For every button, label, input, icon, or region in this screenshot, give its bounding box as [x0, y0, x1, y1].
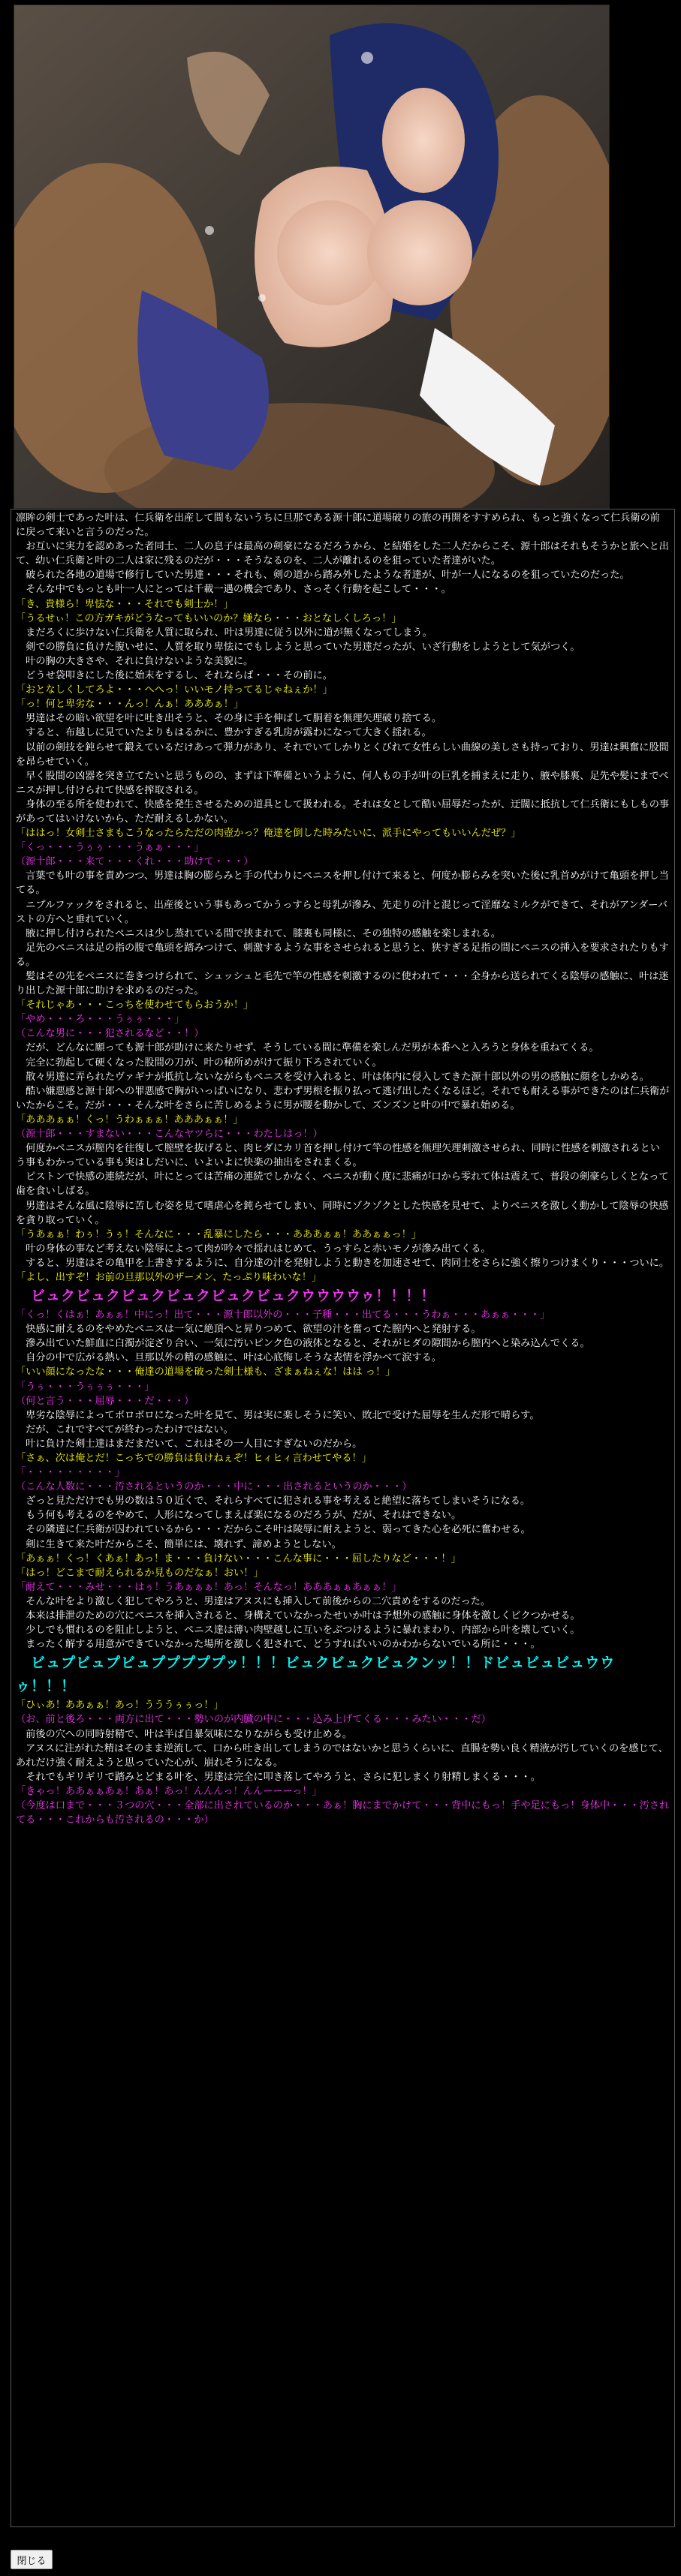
story-line: 何度かペニスが膣内を往復して膣壁を抜げると、肉ヒダにカリ首を押し付けて竿の性感を無理矢理刺激させられ、同時に性感を刺激されるという事もわかっている事も実はしだいに、いよいよに快楽の抽出をされまくる。 [16, 1143, 660, 1169]
illustration-graphic [14, 5, 609, 508]
story-line: （源十郎・・・来て・・・くれ・・・助けて・・・） [16, 856, 254, 868]
story-line: 「いい顔になったな・・・俺達の道場を破った剣士様も、ざまぁねぇな！はは っ！」 [16, 1366, 396, 1378]
story-line: 滲み出ていた鮮血に白濁が淀ざり合い、一気に汚いピンク色の液体となると、それがヒダの隙間から膣内へと染み込んでくる。 [16, 1338, 590, 1350]
story-line: 完全に勃起して硬くなった股間の刀が、叶の秘所めがけて振り下ろされていく。 [16, 1057, 382, 1069]
story-line: 身体の至る所を使われて、快感を発生させるための道具として扱われる。それは女として酷い屈辱だったが、迂闊に抵抗して仁兵衛にもしもの事があってはいけないから、ただ耐えるしかない。 [16, 798, 670, 825]
story-line: すると、男達はその亀甲を上書きするように、自分達の汁を発射しようと動きを加速させて、肉同士をさらに強く擦りつけまくり・・・ついに。 [16, 1257, 670, 1269]
story-line: 腋に押し付けられたペニスは少し蒸れている間で挟まれて、膝裏も同様に、その独特の感触を楽しまれる。 [16, 927, 501, 939]
story-line: だが、どんなに願っても源十郎が助けに来たりせず、そうしている間に準備を楽しんだ男が本番へと入ろうと身体を重ねてくる。 [16, 1042, 599, 1054]
story-line: 「やめ・・・ろ・・・うぅぅ・・・」 [16, 1014, 185, 1026]
story-line: 「はっ！どこまで耐えられるか見ものだなぁ！おい！」 [16, 1567, 264, 1579]
story-line: だが、これですべてが終わったわけではない。 [16, 1423, 234, 1435]
story-line: （お、前と後ろ・・・両方に出て・・・勢いのが内臓の中に・・・込み上げてくる・・・みたい・・・だ） [16, 1714, 491, 1726]
story-line: 「っ！何と卑劣な・・・んっ！んぁ！あああぁ！」 [16, 699, 244, 711]
story-line: 剣に生きて来た叶だからこそ、簡単には、壊れず、諦めようとしない。 [16, 1538, 342, 1550]
story-line: 快感に耐えるのをやめたペニスは一気に絶頂へと昇りつめて、欲望の汁を奮ってた膣内へと発射する。 [16, 1324, 481, 1336]
story-line: 本来は排泄のための穴にペニスを挿入されると、身構えていなかったせいか叶は予想外の感触に身体を激しくビクつかせる。 [16, 1610, 580, 1622]
story-line: ざっと見ただけでも男の数は５０近くで、それらすべてに犯される事を考えると絶望に落ちてしまいそうになる。 [16, 1495, 531, 1507]
story-line: どうせ袋叩きにした後に始末をするし、それならば・・・その前に。 [16, 670, 333, 682]
story-line: 言葉でも叶の事を責めつつ、男達は胸の膨らみと手の代わりにペニスを押し付けて来ると、何度か膨らみを突いた後に乳首めがけて亀頭を押し当てる。 [16, 870, 669, 897]
story-line: その隣達に仁兵衛が囚われているから・・・だからこそ叶は陵辱に耐えようと、弱ってきた心を必死に奮わせる。 [16, 1524, 531, 1536]
story-line: 少しでも慣れるのを阻止しようと、ペニス達は薄い肉壁越しに互いをぶつけるように暴れまわり、内部から叶を壊していく。 [16, 1625, 580, 1637]
story-line: 剣での勝負に負けた腹いせに、人質を取り卑怯にでもしようと思っていた男達だったが、いざ行動をしようとして気がつく。 [16, 641, 580, 653]
story-line: 男達はそんな風に陰辱に苦しむ姿を見て嗜虐心を鈍らせてしまい、同時にゾクゾクとした快感を見せて、よりペニスを激しく動かして陰辱の快感を貪り取っていく。 [16, 1200, 669, 1226]
story-line: 叶の身体の事など考えない陰辱によって肉が吟々で揺れはじめて、うっすらと赤いモノが滲み出てくる。 [16, 1243, 491, 1255]
story-line: 「くっ・・・うぅぅ・・・うぁぁ・・・」 [16, 842, 204, 854]
story-line: 髪はその先をペニスに巻きつけられて、シュッシュと毛先で竿の性感を刺激するのに使われて・・・全身から送られてくる陰辱の感触に、叶は迷り出した源十郎に助けを求めるのだった。 [16, 971, 669, 997]
story-line: 「き、貴様ら！卑怯な・・・それでも剣士か！」 [16, 598, 234, 610]
story-line: 凛眸の剣士であった叶は、仁兵衛を出産して間もないうちに旦那である源十郎に道場破りの旅の再開をすすめられ、もっと強くなって仁兵衛の前に戻って来いと言うのだった。 [16, 512, 660, 539]
story-line: 「ひぃあ！ああぁぁ！あっ！うううぅぅっ！」 [16, 1700, 224, 1712]
story-line: 「よし、出すぞ！お前の旦那以外のザーメン、たっぷり味わいな！」 [16, 1271, 322, 1283]
story-line: 酷い嫌悪感と源十郎への罪悪感で胸がいっぱいになり、悲わず男根を振り払って逃げ出したくなるほど。それでも耐える事ができたのは仁兵衛がいたからこそ。だが・・・そんな叶をさらに苦しめるように男が腰を動かして、ズンズンと叶の中で暴れ始める。 [16, 1085, 670, 1111]
story-line: それでもギリギリで踏みとどまる叶を、男達は完全に叩き落してやろうと、さらに犯しまくり射精しまくる・・・。 [16, 1771, 541, 1783]
story-line: （こんな人数に・・・汚されるというのか・・・中に・・・出されるというのか・・・） [16, 1481, 412, 1493]
story-line: 「耐えて・・・みせ・・・はぅ！うあぁぁぁ！あっ！そんなっ！あああぁぁあぁぁ！」 [16, 1581, 402, 1593]
story-line: アヌスに注がれた精はそのまま逆流して、口から吐き出してしまうのではないかと思うくらいに、直腸を勢い良く精液が汚していくのを感じて、あれだけ強く耐えようと思っていた心が、崩れそうになる。 [16, 1742, 668, 1769]
story-line: まだろくに歩けない仁兵衛を人質に取られ、叶は男達に従う以外に道が無くなってしまう。 [16, 627, 432, 639]
story-line: 「くっ！くはぁ！あぁぁ！中にっ！出て・・・源十郎以外の・・・子種・・・出てる・・・うわぁ・・・あぁぁ・・・」 [16, 1309, 550, 1321]
story-line: 「さぁ、次は俺とだ！こっちでの勝負は負けねぇぞ！ヒィヒィ言わせてやる！」 [16, 1453, 372, 1464]
story-line: 「ははっ！女剣士さまもこうなったらただの肉壺かっ？俺達を倒した時みたいに、派手にやってもいいんだぜ？」 [16, 828, 521, 840]
story-line: ビュプビュプビュプププププッ！！！ビュクビュクビュクンッ！！ドビュビュビュウウゥ！！！ [16, 1655, 616, 1695]
story-line: 「うるせぃ！この方ガキがどうなってもいいのか？嫌なら・・・おとなしくしろっ！」 [16, 612, 402, 624]
story-line: 叶に負けた剣士達はまだまだいて、これはその一人目にすぎないのだから。 [16, 1438, 363, 1450]
story-line: すると、布越しに見ていたよりもはるかに、豊かすぎる乳房が露わになって大きく揺れる。 [16, 727, 432, 739]
story-line: 「おとなしくしてろよ・・・へへっ！いいモノ持ってるじゃねぇか！」 [16, 684, 333, 696]
story-text-panel [11, 509, 675, 2527]
story-line: 「・・・・・・・・・」 [16, 1467, 125, 1479]
story-line: 前後の穴への同時射精で、叶は半ば自暴気味になりながらも受け止める。 [16, 1728, 353, 1740]
story-line: 自分の中で広がる熱い、旦那以外の精の感触に、叶は心底悔しそうな表情を浮かべて涙する。 [16, 1352, 442, 1364]
story-line: そんな叶をより激しく犯してやろうと、男達はアヌスにも挿入して前後からの二穴責めをするのだった。 [16, 1595, 491, 1607]
story-line: 「あああぁぁ！くっ！うわぁぁぁ！あああぁぁ！」 [16, 1114, 243, 1126]
story-line: 男達はその暗い欲望を叶に吐き出そうと、その身に手を伸ばして胴着を無理矢理破り捨てる。 [16, 713, 442, 725]
story-line: もう何も考えるのをやめて、人形になってしまえば楽になるのだろうが、だが、それはできない。 [16, 1510, 462, 1522]
story-line: 「うぅ・・・うぅぅぅ・・・」 [16, 1381, 155, 1393]
story-line: ピストンで快感の連続だが、叶にとっては苦痛の連続でしかなく、ペニスが動く度に悲痛が口から零れて体は震えて、普段の剣豪らしくとなって歯を食いしばる。 [16, 1171, 669, 1198]
story-line: まったく解する用意ができていなかった場所を激しく犯されて、どうすればいいのかわからないでいる所に・・・。 [16, 1639, 541, 1651]
story-line: ニプルファックをされると、出産後という事もあってかうっすらと母乳が滲み、先走りの汁と混じって淫靡なミルクができて、それがアンダーバストの方へと垂れていく。 [16, 899, 667, 925]
story-line: 「あぁぁ！くっ！くあぁ！あっ！ま・・・負けない・・・こんな事に・・・屈したりなど・・・！」 [16, 1553, 461, 1565]
story-line: 破られた各地の道場で修行していた男達・・・それも、剣の道から踏み外したような者達が、叶が一人になるのを狙っていたのだった。 [16, 570, 630, 582]
story-line: 「それじゃあ・・・こっちを使わせてもらおうか！」 [16, 999, 254, 1011]
close-button[interactable]: 閉じる [11, 2550, 53, 2569]
story-line: 叶の胸の大きさや、それに負けないような美貌に。 [16, 655, 254, 667]
story-line: 卑劣な陰辱によってボロボロになった叶を見て、男は実に楽しそうに笑い、敗北で受けた屈辱を生んだ形で晴らす。 [16, 1409, 540, 1421]
story-line: ビュクビュクビュクビュクビュクビュクウウウウゥ！！！！ [16, 1288, 436, 1305]
story-illustration [14, 5, 610, 509]
story-line: 散々男達に弄られたヴァギナが抵抗しないながらもペニスを受け入れると、叶は体内に侵入してきた源十郎以外の男の感触に顔をしかめる。 [16, 1071, 649, 1083]
story-line: 以前の剣技を鈍らせて鍛えているだけあって弾力があり、それでいてしかりとくびれて女性らしい曲線の美しさも持っており、男達は興奮に股間を昂らせていく。 [16, 741, 669, 768]
story-line: 足先のペニスは足の指の腹で亀頭を踏みつけて、刺激するような事をさせられると思うと、狭すぎる足指の間にペニスの挿入を要求されたりもする。 [16, 942, 669, 968]
story-line: 「きゃっ！ああぁぁあぁ！あぁ！あっ！んんんっ！んんーーーっ！」 [16, 1785, 322, 1797]
story-line: （源十郎・・・すまない・・・こんなヤツらに・・・わたしはっ！） [16, 1129, 323, 1141]
story-line: （今度は口まで・・・３つの穴・・・全部に出されているのか・・・あぁ！胸にまでかけて・・・背中にもっ！手や足にもっ！身体中・・・汚されてる・・・これからも汚されるの・・・か） [16, 1799, 670, 1826]
story-line: （何と言う・・・屈辱・・・だ・・・） [16, 1395, 194, 1407]
story-line: お互いに実力を認めあった者同士、二人の息子は最高の剣豪になるだろうから、と結婚をした二人だからこそ、源十郎はそれもそうかと旅へと出て、幼い仁兵衛と叶の二人は家に残るのだが・・・そうなるのを、二人が離れるのを狙っていた者達がいた。 [16, 541, 669, 567]
story-line: （こんな男に・・・犯されるなど・・！） [16, 1028, 204, 1040]
story-line: 「うあぁぁ！わぅ！うぅ！そんなに・・・乱暴にしたら・・・あああぁぁ！ああぁぁっ！」 [16, 1228, 422, 1240]
story-line: そんな中でもっとも叶一人にとっては千載一遇の機会であり、さっそく行動を起こして・・・。 [16, 584, 451, 596]
story-line: 早く股間の凶器を突き立てたいと思うものの、まずは下準備というように、何人もの手が叶の巨乳を捕まえに走り、腋や膝裏、足先や髪にまでペニスが押し付けられて快感を搾取される。 [16, 770, 669, 796]
